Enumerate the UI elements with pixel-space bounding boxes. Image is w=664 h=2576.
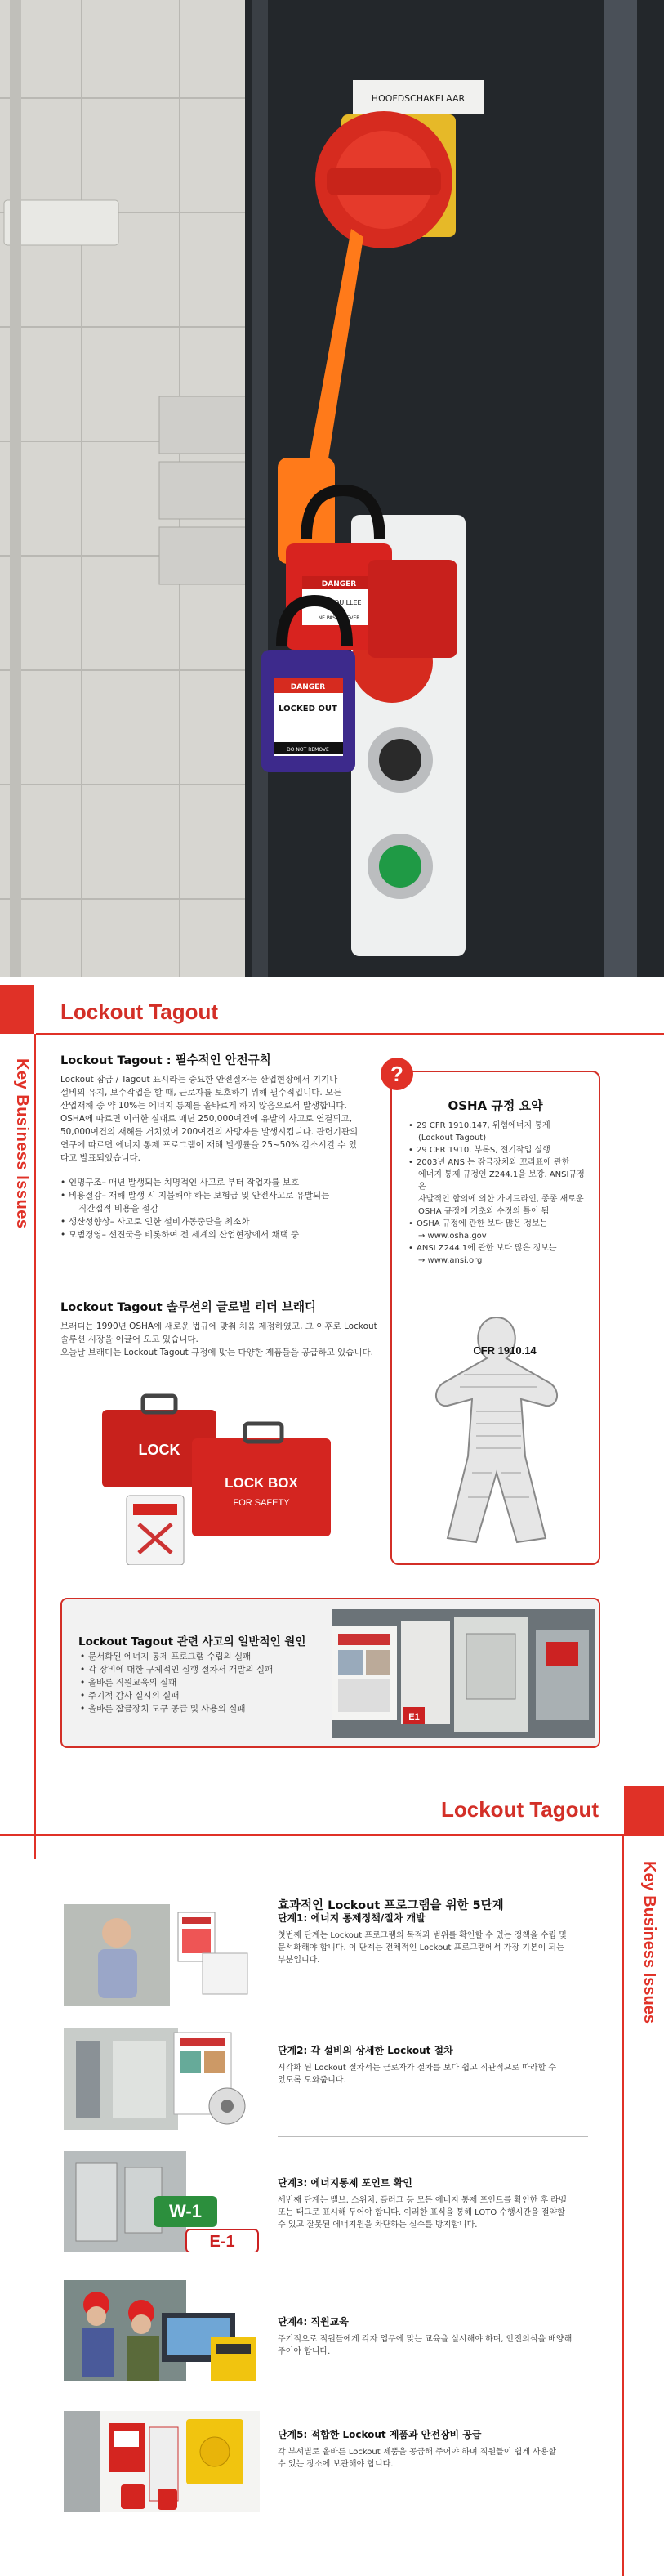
osha-list — [408, 1120, 592, 1267]
cause-item: • 주기적 감사 실시의 실패 — [80, 1689, 273, 1702]
step-5-line: 수 있는 장소에 보관해야 합니다. — [278, 2460, 394, 2469]
kit-label-lock: LOCK — [138, 1442, 180, 1458]
causes-list — [80, 1650, 273, 1715]
intro-line: 연구에 따르면 에너지 통제 프로그램이 재해 발생률을 25~50% 감소시킬 수 있 — [60, 1140, 357, 1150]
intro-line: 설비의 유지, 보수작업을 할 때, 근로자를 보호하기 위해 필수적입니다. 모든 — [60, 1088, 342, 1098]
cause-item: • 각 장비에 대한 구체적인 실행 절차서 개발의 실패 — [80, 1663, 273, 1676]
step-3 — [64, 2151, 586, 2265]
red-lock-tag-1: DANGER — [321, 580, 357, 588]
benefit-item-continued: 직간접적 비용을 절감 — [78, 1204, 158, 1214]
right-side-tab-red-block — [624, 1786, 664, 1836]
step-3-line: 세번째 단계는 밸브, 스위치, 플러그 등 모든 에너지 통제 포인트를 확인한 후 라벨 — [278, 2196, 567, 2205]
section1-title: Lockout Tagout — [60, 1000, 219, 1024]
kit-label-lockbox: LOCK BOX — [225, 1475, 298, 1491]
right-side-tab-rule — [622, 1836, 624, 2576]
step-2-line: 있도록 도와줍니다. — [278, 2076, 346, 2085]
step-2-image — [64, 2028, 260, 2130]
question-icon: ? — [381, 1058, 413, 1090]
step-2-text — [278, 2043, 588, 2086]
red-lock-tag-3: NE PAS ENLEVER — [318, 615, 360, 621]
step-1-line: 부분입니다. — [278, 1956, 320, 1965]
step-1-text — [278, 1911, 588, 1966]
hero-sign-text: HOOFDSCHAKELAAR — [371, 93, 466, 104]
osha-link[interactable]: → www.osha.gov — [418, 1232, 487, 1241]
brady-heading: Lockout Tagout 솔루션의 글로벌 리더 브래디 — [60, 1301, 316, 1314]
step-3-text — [278, 2176, 588, 2231]
benefit-item: • 생산성향상– 사고로 인한 설비가동중단을 최소화 — [60, 1215, 379, 1228]
left-side-tab-red-block — [0, 985, 34, 1034]
step-divider — [278, 2136, 588, 2137]
osha-item: • OSHA 규정에 관한 보다 많은 정보는 — [408, 1218, 592, 1230]
osha-item: OSHA 규정에 기초와 수정의 틀이 됨 — [418, 1207, 550, 1216]
step-3-title: 단계3: 에너지통제 포인트 확인 — [278, 2177, 412, 2189]
cause-item: • 올바른 잠금장치 도구 공급 및 사용의 실패 — [80, 1702, 273, 1715]
left-side-tab — [0, 985, 34, 1867]
step-3-image — [64, 2151, 260, 2252]
step-2-title: 단계2: 각 설비의 상세한 Lockout 절차 — [278, 2045, 453, 2056]
step-4-line: 주기적으로 직원들에게 각자 업무에 맞는 교육을 실시해야 하며, 안전의식을 배양해 — [278, 2335, 573, 2344]
benefit-item: • 인명구조– 매년 발생되는 치명적인 사고로 부터 작업자를 보호 — [60, 1176, 379, 1189]
causes-photo — [332, 1609, 595, 1738]
step-1-line: 문서화해야 합니다. 이 단계는 전체적인 Lockout 프로그램에서 가장 기본이 되는 — [278, 1943, 564, 1952]
causes-photo-tag: E1 — [408, 1712, 420, 1722]
benefits-list — [60, 1176, 379, 1241]
regulation-paper-figure — [415, 1309, 578, 1554]
five-steps-heading: 효과적인 Lockout 프로그램을 위한 5단계 — [278, 1899, 504, 1912]
step-5-image — [64, 2411, 260, 2512]
causes-box — [60, 1598, 600, 1748]
lockout-kit-image — [94, 1389, 347, 1565]
benefit-item: • 모범경영– 선진국을 비롯하여 전 세계의 산업현장에서 채택 중 — [60, 1228, 379, 1241]
step-4-text — [278, 2314, 588, 2358]
brady-block — [60, 1298, 387, 1359]
step-4-line: 주어야 합니다. — [278, 2347, 331, 2356]
intro-line: OSHA에 따르면 이러한 실패로 매년 250,000여건에 유발의 사고로 연결되고, — [60, 1114, 353, 1124]
brady-line: 브래디는 1990년 OSHA에 새로운 법규에 맞춰 처음 제정하였고, 그 이후로 Lockout — [60, 1322, 377, 1331]
purple-lock-tag-2: LOCKED OUT — [279, 704, 337, 713]
hero-photo — [0, 0, 664, 977]
step-1-title: 단계1: 에너지 통제정책/절차 개발 — [278, 1912, 426, 1924]
brady-line: 솔루션 시장을 이끌어 오고 있습니다. — [60, 1335, 198, 1344]
right-side-label: Key Business Issues — [640, 1861, 658, 2024]
step-1-image — [64, 1904, 260, 2006]
figure-cfr-text: CFR 1910.14 — [473, 1344, 537, 1357]
osha-item: • 29 CFR 1910.147, 위험에너지 통제 — [408, 1120, 592, 1132]
kit-label-safety: FOR SAFETY — [233, 1498, 290, 1508]
intro-heading: Lockout Tagout : 필수적인 안전규칙 — [60, 1054, 271, 1067]
step-3-tag-e1: E-1 — [209, 2233, 235, 2251]
intro-block — [60, 1051, 379, 1241]
step-4-image — [64, 2280, 260, 2381]
osha-summary-box — [390, 1062, 600, 1565]
intro-line: 다고 발표되었습니다. — [60, 1153, 140, 1163]
osha-item: • ANSI Z244.1에 관한 보다 많은 정보는 — [408, 1242, 592, 1254]
step-3-tag-w1: W-1 — [169, 2201, 202, 2221]
left-side-label: Key Business Issues — [13, 1058, 31, 1229]
section2-rule — [0, 1834, 624, 1836]
step-2-line: 시각화 된 Lockout 절차서는 근로자가 절차를 보다 쉽고 직관적으로 따라할 수 — [278, 2064, 557, 2073]
step-1 — [64, 1904, 586, 2019]
osha-item: 자발적인 합의에 의한 가이드라인, 종종 새로운 — [418, 1195, 584, 1204]
intro-line: 50,000여건의 재해를 거치었어 200여건의 사망자를 발생시킵니다. 관련기관의 — [60, 1127, 359, 1137]
brady-line: 오늘날 브래디는 Lockout Tagout 규정에 맞는 다양한 제품들을 공급하고 있습니다. — [60, 1348, 373, 1357]
step-1-line: 첫번째 단계는 Lockout 프로그램의 목적과 범위를 확인할 수 있는 정책을 수립 및 — [278, 1931, 567, 1940]
cause-item: • 올바른 직원교육의 실패 — [80, 1676, 273, 1689]
causes-heading: Lockout Tagout 관련 사고의 일반적인 원인 — [78, 1635, 306, 1648]
purple-lock-tag-1: DANGER — [290, 683, 326, 691]
step-4-title: 단계4: 직원교육 — [278, 2316, 349, 2328]
intro-line: 산업재해 중 약 10%는 에너지 통제를 올바르게 하지 않음으로서 발생합니다. — [60, 1101, 347, 1111]
osha-title: OSHA 규정 요약 — [448, 1098, 543, 1113]
purple-lock-tag-3: DO NOT REMOVE — [287, 747, 329, 753]
step-2 — [64, 2028, 586, 2143]
step-5-line: 각 부서별로 올바른 Lockout 제품을 공급해 주어야 하며 직원들이 쉽게 사용할 — [278, 2448, 557, 2457]
step-3-line: 수 있고 잘못된 에너지원을 차단하는 실수를 방지합니다. — [278, 2220, 478, 2229]
section1-rule — [36, 1033, 664, 1035]
red-lock-tag-2: VERROUILLEE — [316, 599, 362, 606]
step-4 — [64, 2280, 586, 2395]
osha-item: (Lockout Tagout) — [418, 1134, 487, 1143]
step-3-line: 또는 태그로 표시해 두어야 합니다. 이러한 표식을 통해 LOTO 수행시간을 절약할 — [278, 2208, 565, 2217]
osha-item: 에너지 통제 규정인 Z244.1을 보강. ANSI규정은 — [418, 1170, 585, 1192]
section2-title: Lockout Tagout — [441, 1797, 599, 1822]
ansi-link[interactable]: → www.ansi.org — [418, 1256, 483, 1265]
lockout-illustration — [0, 0, 664, 977]
step-5-title: 단계5: 적합한 Lockout 제품과 안전장비 공급 — [278, 2429, 482, 2440]
cause-item: • 문서화된 에너지 통제 프로그램 수립의 실패 — [80, 1650, 273, 1663]
left-side-tab-rule — [34, 1034, 36, 1859]
benefit-item: • 비용절감– 재해 발생 시 지불해야 하는 보험금 및 안전사고로 유발되는 — [60, 1189, 379, 1202]
intro-line: Lockout 잠금 / Tagout 표시라는 중요한 안전절차는 산업현장에서 기기나 — [60, 1075, 338, 1085]
osha-item: • 29 CFR 1910. 부록S, 전기작업 실행 — [408, 1144, 592, 1156]
step-5-text — [278, 2427, 588, 2471]
osha-item: • 2003년 ANSI는 잠금장치와 꼬리표에 관한 — [408, 1156, 592, 1169]
step-5 — [64, 2411, 586, 2525]
right-side-tab — [624, 1786, 664, 2576]
